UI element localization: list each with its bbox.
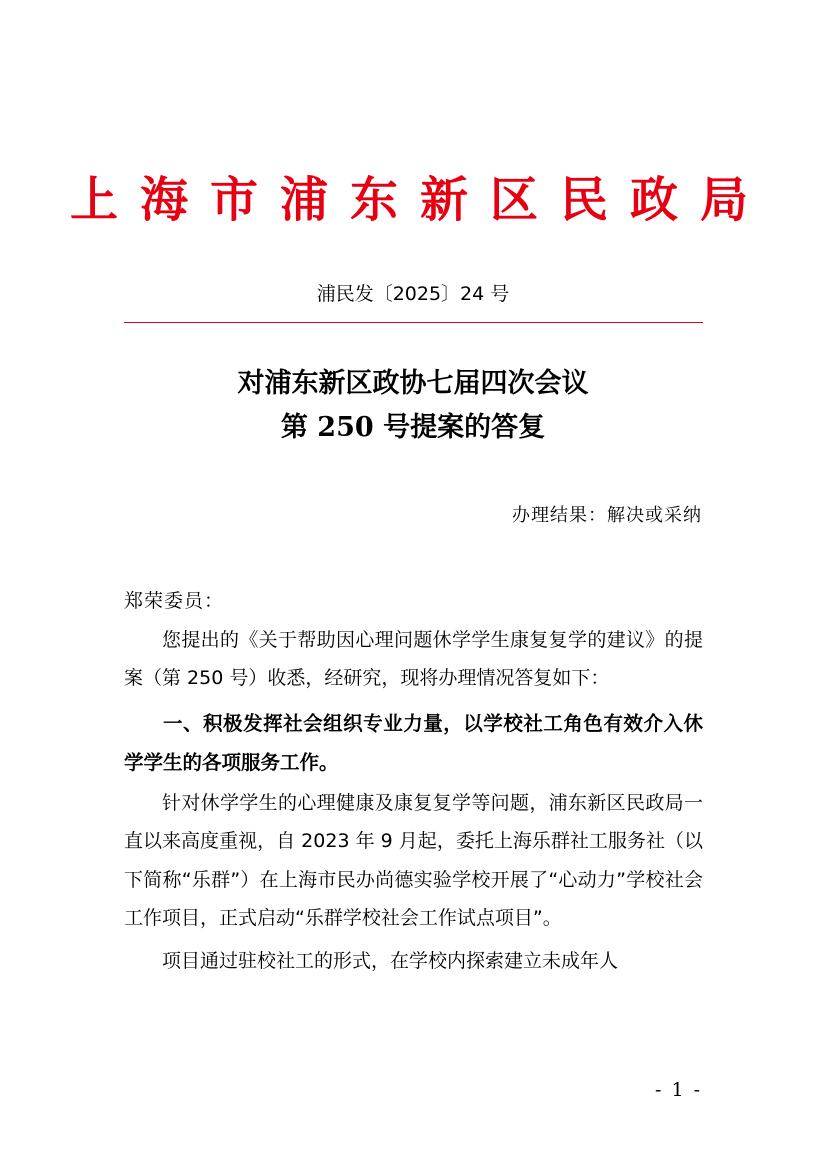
page-number: - 1 - xyxy=(654,1079,702,1101)
title-line-1: 对浦东新区政协七届四次会议 xyxy=(237,368,589,399)
document-body xyxy=(124,582,703,980)
handling-result: 办理结果：解决或采纳 xyxy=(512,505,702,526)
document-number: 浦民发〔2025〕24 号 xyxy=(316,283,510,305)
header-divider xyxy=(124,322,703,323)
salutation: 郑荣委员： xyxy=(124,590,225,612)
body-paragraph-2: 针对休学学生的心理健康及康复复学等问题，浦东新区民政局一直以来高度重视，自 2023 年 9 月起，委托上海乐群社工服务社（以下简称“乐群”）在上海市民办尚德实验学校开展了“心动力”学校社会工作项目，正式启动“乐群学校社会工作试点项目”。 xyxy=(124,791,703,929)
agency-header: 上海市浦东新区民政局 xyxy=(69,172,770,228)
document-title xyxy=(0,362,826,450)
section-heading-1: 一、积极发挥社会组织专业力量，以学校社工角色有效介入休学学生的各项服务工作。 xyxy=(124,711,703,774)
body-paragraph-1: 您提出的《关于帮助因心理问题休学学生康复复学的建议》的提案（第 250 号）收悉，经研究，现将办理情况答复如下： xyxy=(124,628,703,689)
body-paragraph-3: 项目通过驻校社工的形式，在学校内探索建立未成年人 xyxy=(162,949,619,972)
title-line-2: 第 250 号提案的答复 xyxy=(280,412,546,443)
